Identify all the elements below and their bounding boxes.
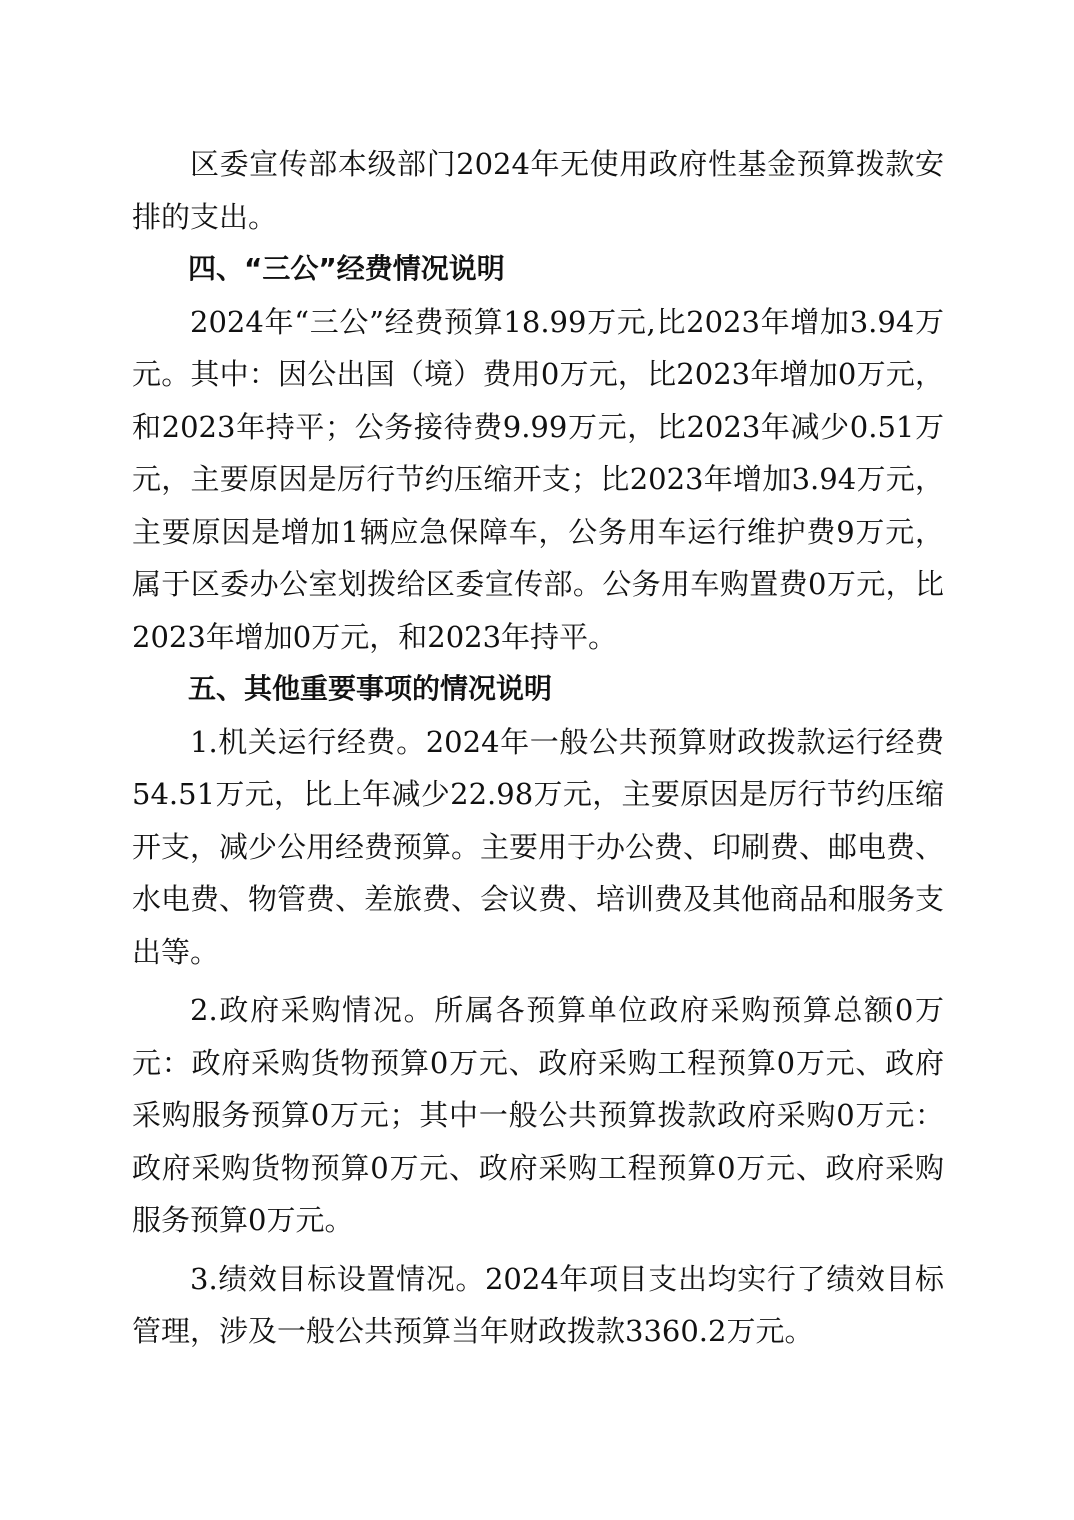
paragraph-government-fund: 区委宣传部本级部门2024年无使用政府性基金预算拨款安排的支出。 — [132, 147, 944, 234]
document-page — [132, 138, 944, 1358]
section-heading-sangong: 四、“三公”经费情况说明 — [188, 252, 505, 285]
paragraph-operating-expenses: 1.机关运行经费。2024年一般公共预算财政拨款运行经费54.51万元，比上年减少22.98万元，主要原因是厉行节约压缩开支，减少公用经费预算。主要用于办公费、印刷费、邮电费、水电费、物管费、差旅费、会议费、培训费及其他商品和服务支出等。 — [132, 724, 945, 969]
paragraph-sangong-expenses: 2024年“三公”经费预算18.99万元,比2023年增加3.94万元。其中：因公出国（境）费用0万元，比2023年增加0万元，和2023年持平；公务接待费9.99万元，比2023年减少0.51万元，主要原因是厉行节约压缩开支；比2023年增加3.94万元，主要原因是增加1辆应急保障车，公务用车运行维护费9万元，属于区委办公室划拨给区委宣传部。公务用车购置费0万元，比2023年增加0万元，和2023年持平。 — [132, 304, 944, 654]
paragraph-government-procurement: 2.政府采购情况。所属各预算单位政府采购预算总额0万元：政府采购货物预算0万元、政府采购工程预算0万元、政府采购服务预算0万元；其中一般公共预算拨款政府采购0万元：政府采购货物预算0万元、政府采购工程预算0万元、政府采购服务预算0万元。 — [132, 993, 944, 1237]
section-heading-other-matters: 五、其他重要事项的情况说明 — [188, 672, 553, 705]
paragraph-performance-targets: 3.绩效目标设置情况。2024年项目支出均实行了绩效目标管理，涉及一般公共预算当年财政拨款3360.2万元。 — [132, 1261, 944, 1348]
